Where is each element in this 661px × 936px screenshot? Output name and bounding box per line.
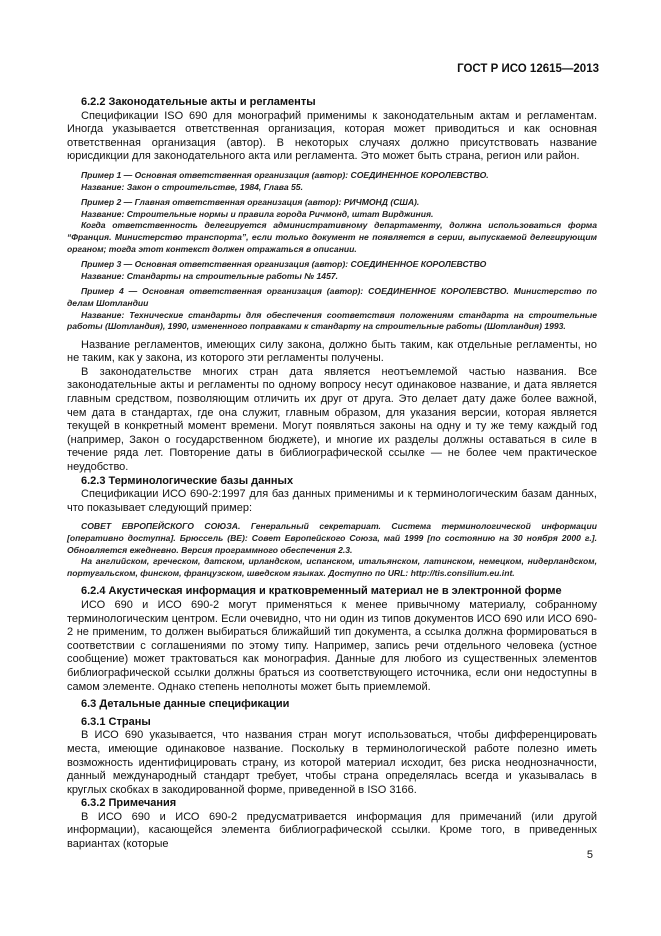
section-heading-6-2-2: 6.2.2 Законодательные акты и регламенты <box>81 96 316 108</box>
example-line: Название: Стандарты на строительные работы № 1457. <box>81 270 339 281</box>
paragraph: Название регламентов, имеющих силу закона, должно быть таким, как отдельные регламенты, но не таким, как у закона, из которого эти регламенты получены. <box>67 338 597 365</box>
example-line: На английском, греческом, датском, ирландском, испанском, итальянском, латинском, немецком, нидерландском, португальском, финском, французском, шведском языках. Доступно по URL: http://tis.consilium.eu.int. <box>67 556 597 578</box>
paragraph: В ИСО 690 указывается, что названия стран могут использоваться, чтобы дифференцировать места, имеющие одинаковое название. Поскольку в терминологической работе полезно иметь возможность идентифицировать страну, из которой материал исходит, без риска неоднозначности, данный международный стандарт требует, чтобы страна определялась всегда и указывалась в круглых скобках в закодированной форме, приведенной в ISO 3166. <box>67 729 597 796</box>
example-line: Пример 3 — Основная ответственная организация (автор): СОЕДИНЕННОЕ КОРОЛЕВСТВО <box>81 259 487 270</box>
section-heading-6-3: 6.3 Детальные данные спецификации <box>81 698 290 711</box>
example-line: СОВЕТ ЕВРОПЕЙСКОГО СОЮЗА. Генеральный секретариат. Система терминологической информации [оперативно доступна]. Брюссель (ВЕ): Совет Европейского Союза, май 1999 [по состоянию на 30 ноября 2000 г.]. Обновляется ежедневно. Версия программного обеспечения 2.3. <box>67 521 597 555</box>
paragraph: В законодательстве многих стран дата является неотъемлемой частью названия. Все законодательные акты и регламенты по одному вопросу несут одинаковое название, и дата является главным средством, позволяющим отличить их друг от друга. Это делает дату даже более важной, чем дата в стандартах, где она служит, главным образом, для указания версии, которая является текущей в конкретный момент времени. Могут появляться законы на одну и ту же тему каждый год (например, Закон о государственном бюджете), и многие их разделы должны оставаться в силе в течение ряда лет. Повторение даты в библиографической ссылке — не более чем практическое неудобство. <box>67 365 597 474</box>
example-line: Пример 1 — Основная ответственная организация (автор): СОЕДИНЕННОЕ КОРОЛЕВСТВО. <box>81 169 489 180</box>
example-line: Пример 2 — Главная ответственная организация (автор): РИЧМОНД (США). <box>81 197 420 208</box>
example-line: Когда ответственность делегируется административному департаменту, должна использоваться форма “Франция. Министерство транспорта”, если только документ не появляется в серии, выпускаемой делегирующим органом; тогда этот контекст должен отражаться в описании. <box>67 220 597 254</box>
paragraph: Спецификации ИСО 690-2:1997 для баз данных применимы и к терминологическим базам данных, что показывает следующий пример: <box>67 488 597 514</box>
standard-code-header: ГОСТ Р ИСО 12615—2013 <box>457 63 599 75</box>
section-heading-6-3-2: 6.3.2 Примечания <box>81 797 177 810</box>
section-heading-6-3-1: 6.3.1 Страны <box>81 715 151 728</box>
paragraph: В ИСО 690 и ИСО 690-2 предусматривается информация для примечаний (или другой информации), касающейся элемента библиографической ссылки. Кроме того, в приведенных вариантах (которые <box>67 810 597 851</box>
example-line: Название: Технические стандарты для обеспечения соответствия положениям стандарта на строительные работы (Шотландия), 1990, измененного поправками к стандарту на строительные работы (Шотландия) 1993. <box>67 309 597 332</box>
example-line: Пример 4 — Основная ответственная организация (автор): СОЕДИНЕННОЕ КОРОЛЕВСТВО. Министерство по делам Шотландии <box>67 286 597 308</box>
example-line: Название: Закон о строительстве, 1984, Глава 55. <box>81 181 303 192</box>
section-heading-6-2-4: 6.2.4 Акустическая информация и кратковременный материал не в электронной форме <box>81 585 562 598</box>
page-number: 5 <box>586 849 593 861</box>
paragraph: ИСО 690 и ИСО 690-2 могут применяться к менее привычному материалу, собранному терминологическим центром. Если очевидно, что ни один из типов документов ИСО 690 или ИСО 690-2 не применим, то должен выбираться ближайший тип документа, а ссылка должна формироваться в соответствии с соглашениями по этому типу. Например, запись речи отдельного человека (устное сообщение) может трактоваться как монография. Данные для любого из существенных элементов библиографической ссылки должны браться из соответствующего источника, если они недоступны в самом элементе. Однако степень неполноты может быть приемлемой. <box>67 598 597 693</box>
paragraph: Спецификации ISO 690 для монографий применимы к законодательным актам и регламентам. Иногда указывается ответственная организация, которая может приводиться и как основная ответственная организация (автор). В некоторых случаях должно присутствовать название юрисдикции для законодательного акта или регламента. Это может быть страна, регион или район. <box>67 109 597 163</box>
example-line: Название: Строительные нормы и правила города Ричмонд, штат Вирджиния. <box>81 208 434 219</box>
section-heading-6-2-3: 6.2.3 Терминологические базы данных <box>81 474 294 487</box>
page-content <box>67 96 597 852</box>
